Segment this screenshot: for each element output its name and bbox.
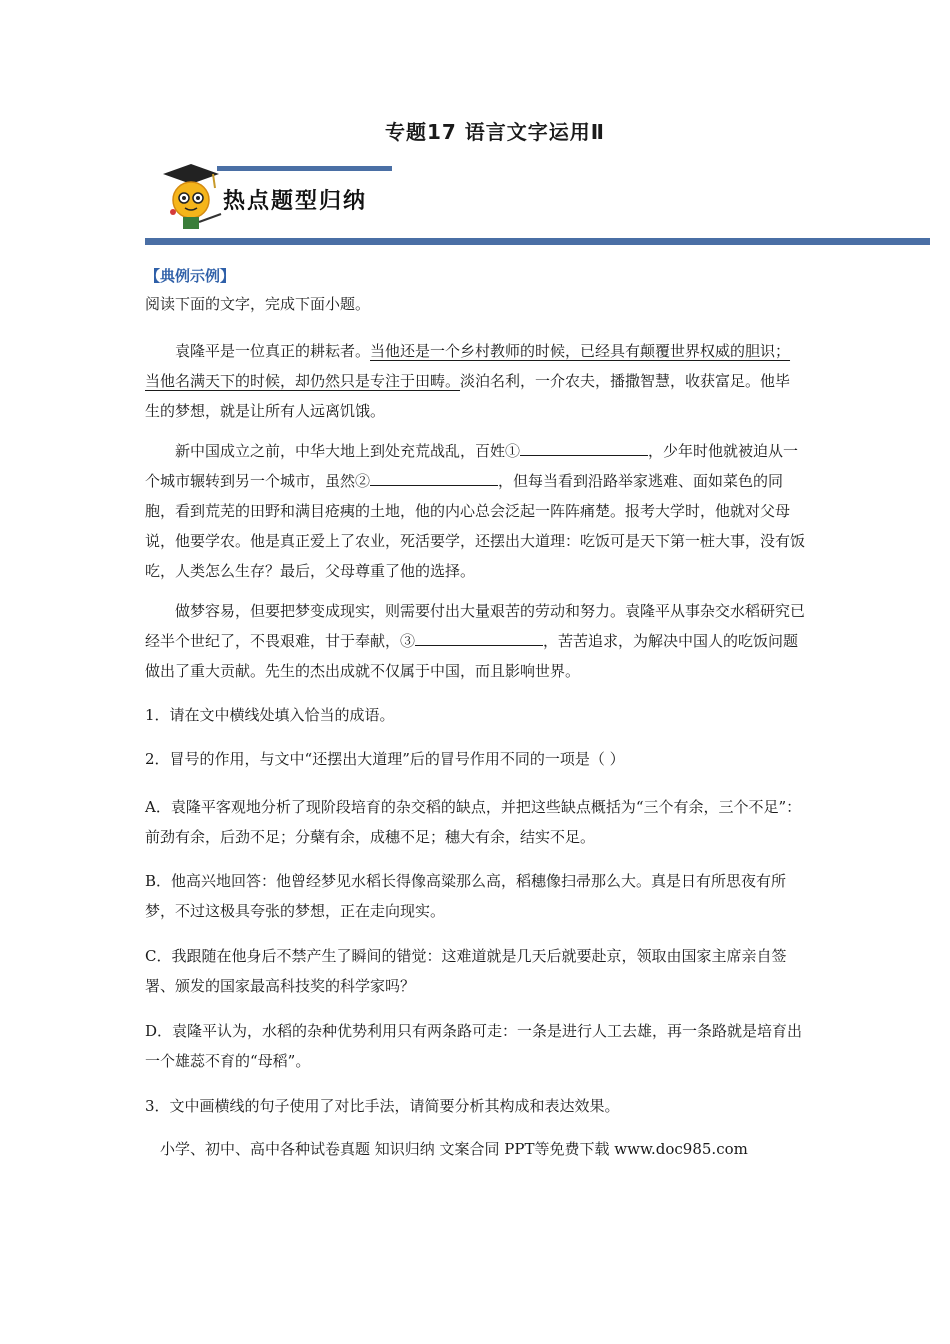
question-2: 2．冒号的作用，与文中“还摆出大道理”后的冒号作用不同的一项是（ ）	[145, 750, 625, 768]
passage-paragraph-1	[145, 336, 805, 426]
p1-underlined-sentence: 当他还是一个乡村教师的时候，已经具有颠覆世界权威的胆识；当他名满天下的时候，却仍然只是专注于田畴。	[145, 342, 791, 390]
p2-text-b: ，少年时他就被迫从一个城市辗转到另一个城市，虽然②	[145, 442, 799, 490]
p2-text-a: 新中国成立之前，中华大地上到处充荒战乱，百姓①	[175, 442, 521, 460]
passage-paragraph-3	[145, 596, 805, 686]
banner-bottom-rule	[145, 238, 930, 245]
option-c: C．我跟随在他身后不禁产生了瞬间的错觉：这难道就是几天后就要赴京，领取由国家主席亲自签署、颁发的国家最高科技奖的科学家吗？	[145, 947, 787, 995]
blank-1	[520, 440, 648, 456]
section-banner	[145, 162, 935, 252]
p1-text-pre: 袁隆平是一位真正的耕耘者。	[175, 342, 371, 360]
banner-top-rule	[217, 166, 392, 171]
blank-2	[370, 470, 498, 486]
option-a: A．袁隆平客观地分析了现阶段培育的杂交稻的缺点，并把这些缺点概括为“三个有余，三个不足”：前劲有余，后劲不足；分蘖有余，成穗不足；穗大有余，结实不足。	[145, 798, 802, 846]
passage-paragraph-2	[145, 436, 805, 586]
question-3: 3．文中画横线的句子使用了对比手法，请简要分析其构成和表达效果。	[145, 1097, 620, 1115]
option-b: B．他高兴地回答：他曾经梦见水稻长得像高粱那么高，稻穗像扫帚那么大。真是日有所思夜有所梦，不过这极具夸张的梦想，正在走向现实。	[145, 872, 787, 920]
banner-heading: 热点题型归纳	[223, 188, 368, 214]
p3-text-a: 做梦容易，但要把梦变成现实，则需要付出大量艰苦的劳动和努力。袁隆平从事杂交水稻研究已经半个世纪了，不畏艰难，甘于奉献，③	[145, 602, 806, 650]
page-footer: 小学、初中、高中各种试卷真题 知识归纳 文案合同 PPT等免费下载 www.doc985.com	[160, 1140, 748, 1158]
option-d: D．袁隆平认为，水稻的杂种优势利用只有两条路可走：一条是进行人工去雄，再一条路就是培育出一个雄蕊不育的“母稻”。	[145, 1022, 803, 1070]
p2-text-c: ，但每当看到沿路举家逃难、面如菜色的同胞，看到荒芜的田野和满目疮痍的土地，他的内心总会泛起一阵阵痛楚。报考大学时，他就对父母说，他要学农。他是真正爱上了农业，死活要学，还摆出大道理：吃饭可是天下第一桩大事，没有饭吃，人类怎么生存？最后，父母尊重了他的选择。	[145, 472, 806, 580]
example-section-label: 【典例示例】	[145, 267, 236, 285]
p1-text-post: 淡泊名利，一介农夫，播撒智慧，收获富足。他毕生的梦想，就是让所有人远离饥饿。	[145, 372, 791, 420]
blank-3	[415, 630, 543, 646]
graduate-mascot-icon	[155, 162, 225, 234]
page-title: 专题17 语言文字运用Ⅱ	[385, 120, 605, 144]
instruction-text: 阅读下面的文字，完成下面小题。	[145, 295, 371, 313]
question-1: 1．请在文中横线处填入恰当的成语。	[145, 706, 395, 724]
p3-text-b: ，苦苦追求，为解决中国人的吃饭问题做出了重大贡献。先生的杰出成就不仅属于中国，而且影响世界。	[145, 632, 799, 680]
